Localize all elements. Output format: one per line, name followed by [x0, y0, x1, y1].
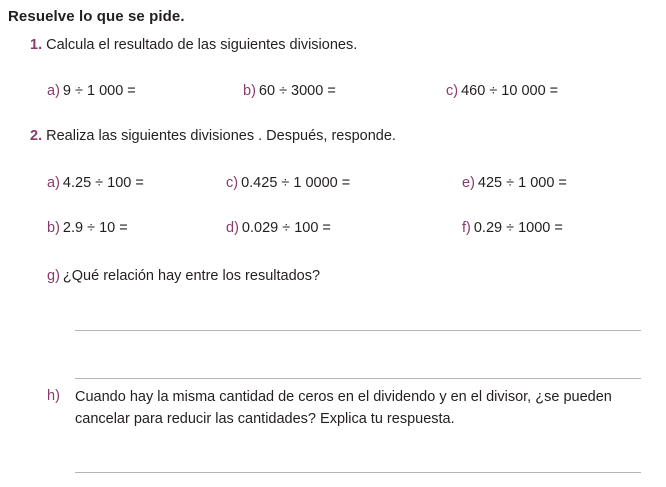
q1-item-a [47, 83, 136, 99]
item-label: a) [47, 83, 60, 99]
item-label: g) [47, 268, 60, 284]
question-2 [30, 128, 396, 144]
item-label: b) [47, 220, 60, 236]
q1-item-b [243, 83, 336, 99]
item-expression: 425 ÷ 1 000 = [477, 175, 567, 191]
q1-item-c [446, 83, 558, 99]
item-label: d) [226, 220, 239, 236]
q2-item-b [47, 220, 128, 236]
q2-item-h-label [47, 388, 63, 404]
item-expression: 4.25 ÷ 100 = [62, 175, 144, 191]
q2-item-c [226, 175, 350, 191]
item-label: c) [446, 83, 459, 99]
item-label: c) [226, 175, 239, 191]
page-title: Resuelve lo que se pide. [8, 8, 185, 25]
q2-item-a [47, 175, 144, 191]
answer-line-g-2[interactable] [75, 378, 641, 379]
answer-line-h[interactable] [75, 472, 641, 473]
item-expression: 0.425 ÷ 1 0000 = [241, 175, 351, 191]
q2-item-g [47, 268, 320, 284]
q2-item-d [226, 220, 331, 236]
q2-item-f [462, 220, 563, 236]
item-label: h) [47, 388, 60, 404]
question-2-text: Realiza las siguientes divisiones . Después, responde. [46, 128, 396, 144]
question-1-number: 1. [30, 37, 43, 53]
question-1 [30, 37, 357, 53]
question-2-number: 2. [30, 128, 43, 144]
item-label: f) [462, 220, 471, 236]
item-label: b) [243, 83, 256, 99]
item-expression: 0.29 ÷ 1000 = [473, 220, 563, 236]
item-expression: 2.9 ÷ 10 = [62, 220, 128, 236]
answer-line-g[interactable] [75, 330, 641, 331]
item-question: ¿Qué relación hay entre los resultados? [62, 268, 321, 284]
question-1-text: Calcula el resultado de las siguientes divisiones. [46, 37, 358, 53]
item-label: a) [47, 175, 60, 191]
q2-item-h: Cuando hay la misma cantidad de ceros en el dividendo y en el divisor, ¿se pueden cancelar para reducir las cantidades? Explica tu respuesta. [75, 389, 612, 427]
item-expression: 460 ÷ 10 000 = [461, 83, 559, 99]
item-expression: 0.029 ÷ 100 = [241, 220, 331, 236]
item-expression: 9 ÷ 1 000 = [62, 83, 136, 99]
item-expression: 60 ÷ 3000 = [258, 83, 336, 99]
item-label: e) [462, 175, 475, 191]
q2-item-e [462, 175, 567, 191]
